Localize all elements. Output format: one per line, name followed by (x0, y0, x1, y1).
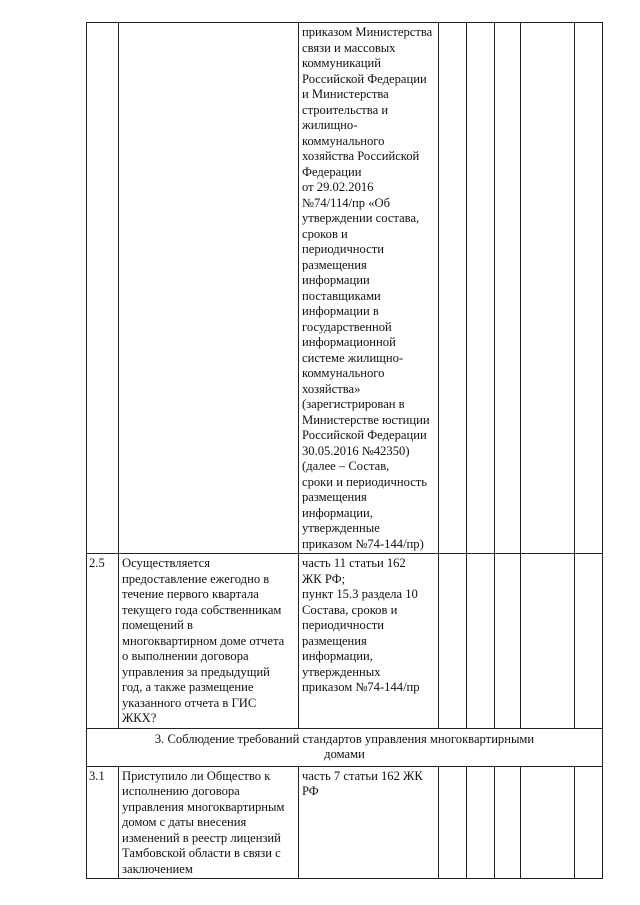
checklist-table (86, 22, 603, 879)
cell-answer-na (495, 23, 521, 554)
table-row-3-1 (87, 766, 603, 879)
cell-question (119, 23, 299, 554)
cell-question (119, 766, 299, 879)
cell-extra (575, 23, 603, 554)
cell-answer-no (467, 554, 495, 729)
cell-legal-reference (299, 23, 439, 554)
cell-answer-yes (439, 554, 467, 729)
cell-legal-reference (299, 766, 439, 879)
cell-extra (575, 554, 603, 729)
cell-number (87, 23, 119, 554)
cell-answer-no (467, 23, 495, 554)
cell-note (521, 23, 575, 554)
section-header-cell (87, 728, 603, 766)
cell-note (521, 554, 575, 729)
section-header-row (87, 728, 603, 766)
cell-answer-na (495, 766, 521, 879)
legal-reference-text: часть 7 статьи 162 ЖК РФ (302, 768, 423, 798)
cell-answer-yes (439, 23, 467, 554)
cell-extra (575, 766, 603, 879)
question-text: Приступило ли Общество к исполнению договора управления многоквартирным домом с даты внесения изменений в реестр лицензий Тамбовской области в связи с заключением (122, 768, 285, 876)
cell-note (521, 766, 575, 879)
item-number: 3.1 (89, 768, 105, 783)
cell-number (87, 766, 119, 879)
cell-number (87, 554, 119, 729)
cell-answer-no (467, 766, 495, 879)
item-number: 2.5 (89, 556, 105, 570)
table-row-2-5 (87, 554, 603, 729)
table-row-continuation (87, 23, 603, 554)
cell-legal-reference (299, 554, 439, 729)
cell-question (119, 554, 299, 729)
cell-answer-na (495, 554, 521, 729)
legal-reference-text: часть 11 статьи 162 ЖК РФ; пункт 15.3 раздела 10 Состава, сроков и периодичности размещения информации, утвержденных приказом №74-144/пр (302, 556, 420, 694)
legal-reference-text: приказом Министерства связи и массовых коммуникаций Российской Федерации и Министерства строительства и жилищно- коммунального хозяйства Российской Федерации от 29.02.2016 №74/114/пр «Об утверждении состава, сроков и периодичности размещения информации поставщиками информации в государственной информационной системе жилищно- коммунального хозяйства» (зарегистрирован в Министерстве юстиции Российской Федерации 30.05.2016 №42350) (далее – Состав, сроки и периодичность размещения информации, утвержденные приказом №74-144/пр) (302, 25, 433, 551)
cell-answer-yes (439, 766, 467, 879)
question-text: Осуществляется предоставление ежегодно в течение первого квартала текущего года собственникам помещений в многоквартирном доме отчета о выполнении договора управления за предыдущий год, а также размещение указанного отчета в ГИС ЖКХ? (122, 556, 285, 725)
section-title: 3. Соблюдение требований стандартов управления многоквартирными домами (154, 731, 535, 761)
